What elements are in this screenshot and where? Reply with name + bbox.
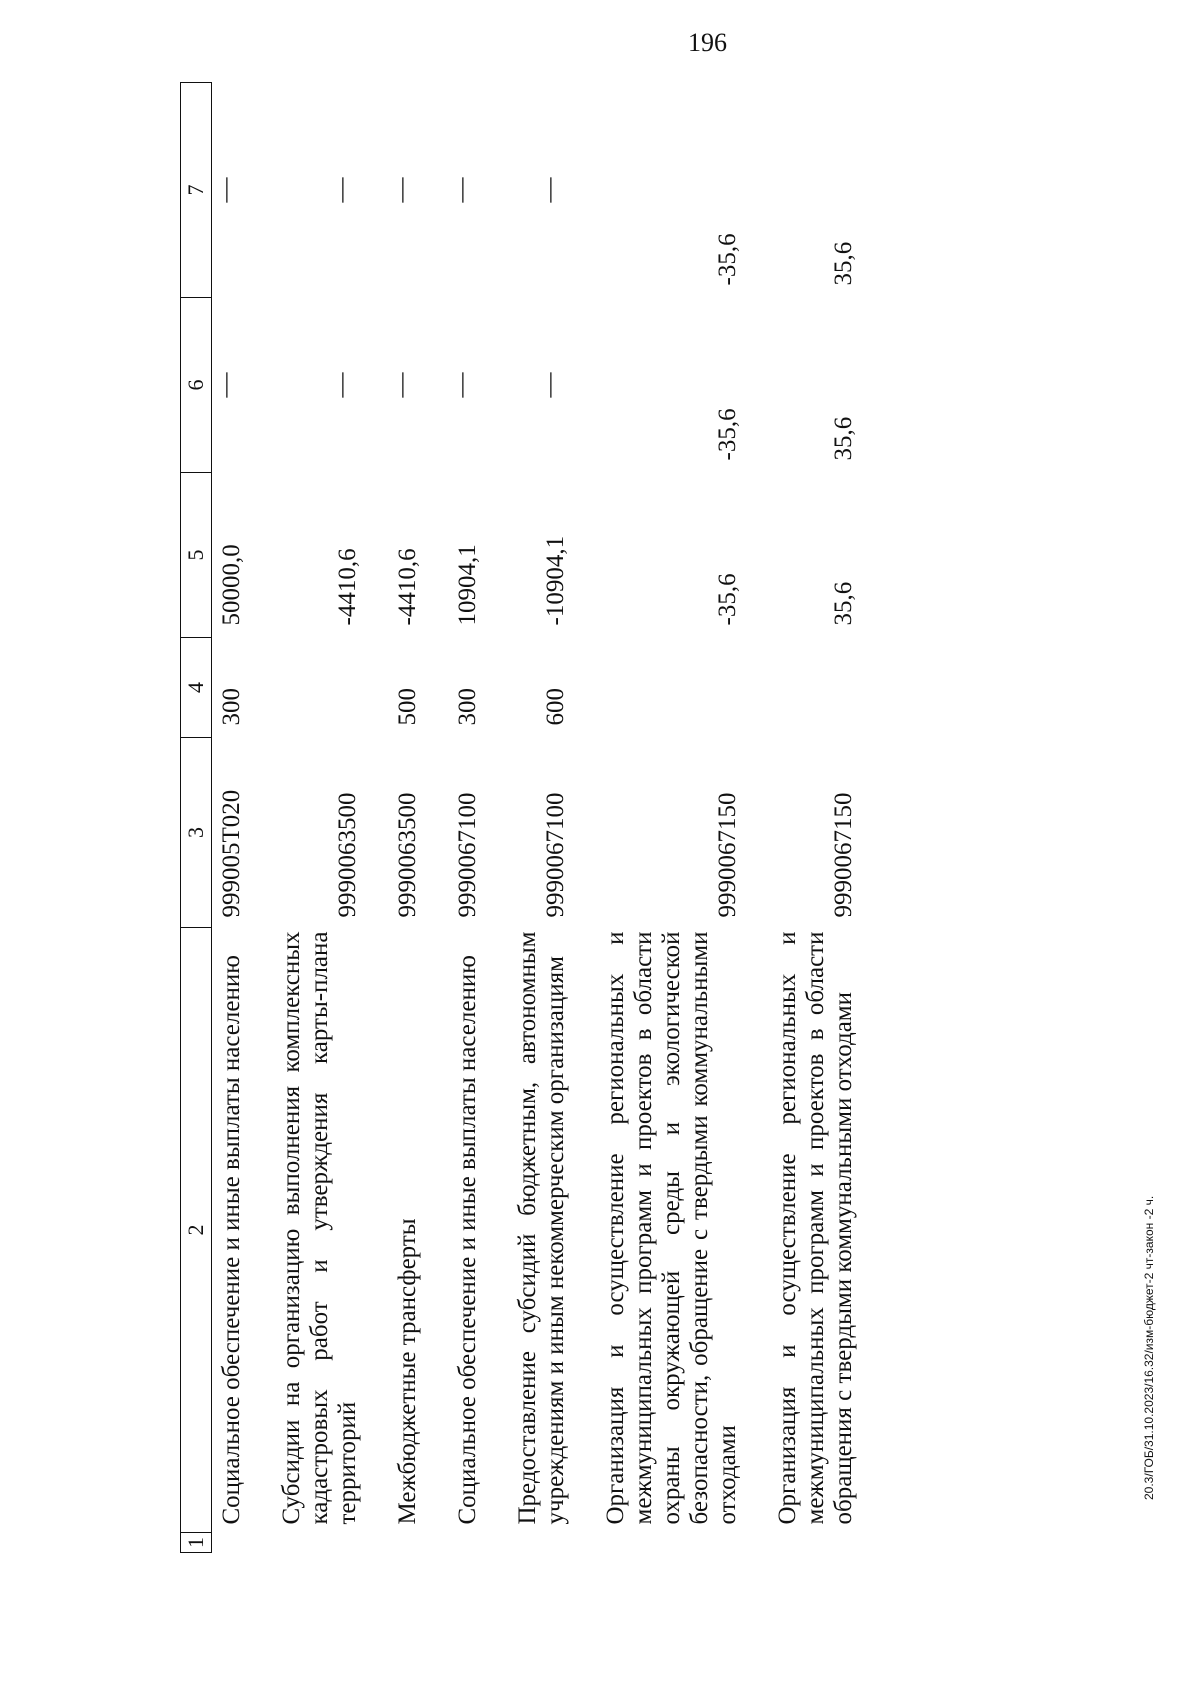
row-col5: -10904,1 — [542, 535, 569, 626]
page-number: 196 — [688, 28, 727, 57]
row-col6: -35,6 — [714, 408, 741, 461]
row-gap — [742, 83, 768, 1553]
row-type: 600 — [542, 688, 569, 726]
row-name: Организация и осуществление региональных и межмуниципальных программ и проектов в области обращения с твердыми коммунальными отходами — [774, 931, 857, 1525]
row-number-cell — [508, 1533, 570, 1553]
row-code: 9990067150 — [714, 792, 741, 918]
row-col5: -4410,6 — [334, 548, 361, 626]
budget-table — [180, 82, 858, 1553]
row-name: Предоставление субсидий бюджетным, автономным учреждениям и иным некоммерческим организациям — [514, 931, 569, 1525]
row-number-cell — [272, 1533, 362, 1553]
header-col-6: 6 — [181, 298, 212, 473]
header-col-1: 1 — [181, 1533, 212, 1553]
header-col-2: 2 — [181, 928, 212, 1533]
table-row — [388, 83, 422, 1553]
row-type — [596, 638, 742, 738]
row-number-cell — [596, 1533, 742, 1553]
row-gap — [482, 83, 508, 1553]
row-col7: — — [448, 177, 475, 203]
row-name: Субсидии на организацию выполнения комплексных кадастровых работ и утверждения карты-плана территорий — [278, 931, 361, 1525]
row-col6: 35,6 — [830, 416, 857, 461]
row-number-cell — [448, 1533, 482, 1553]
row-col7: — — [388, 177, 415, 203]
header-row — [181, 83, 212, 1553]
row-col6: — — [328, 372, 355, 398]
row-col7: — — [328, 177, 355, 203]
row-col7: 35,6 — [830, 241, 857, 286]
row-type: 500 — [394, 688, 421, 726]
row-type — [768, 638, 858, 738]
table-row — [212, 83, 247, 1553]
table-header — [181, 83, 212, 1553]
row-gap — [422, 83, 448, 1553]
row-number-cell — [768, 1533, 858, 1553]
header-col-5: 5 — [181, 473, 212, 638]
row-col5: 10904,1 — [454, 544, 481, 626]
row-col6: — — [448, 372, 475, 398]
row-col6: — — [536, 372, 563, 398]
row-col5: 35,6 — [830, 581, 857, 626]
row-type: 300 — [454, 688, 481, 726]
row-name: Межбюджетные трансферты — [394, 1218, 421, 1525]
row-col5: 50000,0 — [218, 544, 245, 626]
row-name: Социальное обеспечение и иные выплаты населению — [454, 955, 481, 1525]
row-gap — [362, 83, 388, 1553]
row-col6: — — [212, 372, 239, 398]
row-col5: -4410,6 — [394, 548, 421, 626]
row-col7: -35,6 — [714, 233, 741, 286]
row-gap — [570, 83, 596, 1553]
row-code: 9990067100 — [542, 792, 569, 918]
row-col7: — — [536, 177, 563, 203]
row-col5: -35,6 — [714, 573, 741, 626]
row-gap — [246, 83, 272, 1553]
row-name: Социальное обеспечение и иные выплаты населению — [218, 955, 245, 1525]
document-footer-code: 20.3/ГОБ/31.10.2023/16.32/изм-бюджет-2 чт-закон -2 ч. — [1142, 1195, 1156, 1500]
table-row — [768, 83, 858, 1553]
header-col-7: 7 — [181, 83, 212, 298]
table-row — [272, 83, 362, 1553]
table-row — [448, 83, 482, 1553]
row-name: Организация и осуществление региональных и межмуниципальных программ и проектов в области охраны окружающей среды и экологической безопасности, обращение с твердыми коммунальными отходами — [602, 931, 741, 1525]
budget-table-rotated — [180, 83, 1020, 1553]
table-body — [212, 83, 859, 1553]
row-code: 999005Т020 — [218, 789, 245, 918]
header-col-4: 4 — [181, 638, 212, 738]
row-code: 9990067100 — [454, 792, 481, 918]
row-code: 9990063500 — [394, 792, 421, 918]
row-number-cell — [388, 1533, 422, 1553]
table-row — [508, 83, 570, 1553]
row-type — [272, 638, 362, 738]
row-col7: — — [212, 177, 239, 203]
row-type: 300 — [218, 688, 245, 726]
header-col-3: 3 — [181, 738, 212, 928]
row-code: 9990067150 — [830, 792, 857, 918]
row-code: 9990063500 — [334, 792, 361, 918]
row-number-cell — [212, 1533, 247, 1553]
table-row — [596, 83, 742, 1553]
row-col6: — — [388, 372, 415, 398]
